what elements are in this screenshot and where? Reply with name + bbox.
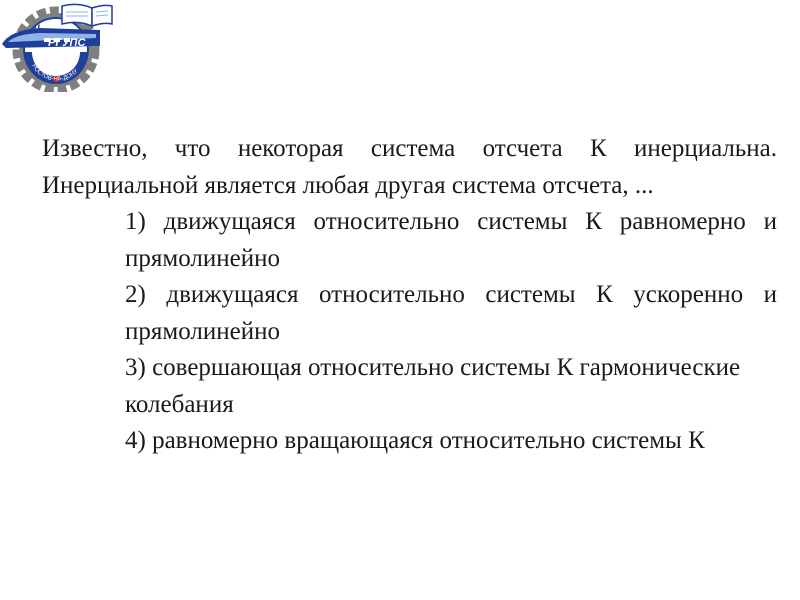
option-number: 4) (125, 427, 146, 454)
answer-option-4 (125, 423, 777, 460)
answer-option-2 (125, 277, 777, 350)
university-logo (0, 0, 116, 92)
option-number: 2) (125, 281, 146, 308)
option-number: 1) (125, 208, 146, 235)
option-text: движущаяся относительно системы К ускоренно и прямолинейно (125, 281, 778, 345)
option-text: равномерно вращающаяся относительно системы К (152, 427, 705, 454)
option-text: движущаяся относительно системы К равномерно и прямолинейно (125, 208, 777, 272)
answer-option-3 (125, 350, 777, 423)
option-number: 3) (125, 354, 146, 381)
answer-option-1 (125, 204, 777, 277)
question-text: Известно, что некоторая система отсчета К инерциальна. Инерциальной является любая другая система отсчета, ... (42, 135, 777, 199)
option-text: совершающая относительно системы К гармонические колебания (125, 354, 741, 418)
logo-city-text: РОСТОВ-НА-ДОНУ (30, 63, 80, 83)
question-block (42, 131, 777, 460)
logo-abbreviation: РГУПС (48, 37, 86, 49)
answer-options (42, 204, 777, 460)
logo-letter: u (34, 22, 41, 33)
book-icon (62, 4, 112, 26)
